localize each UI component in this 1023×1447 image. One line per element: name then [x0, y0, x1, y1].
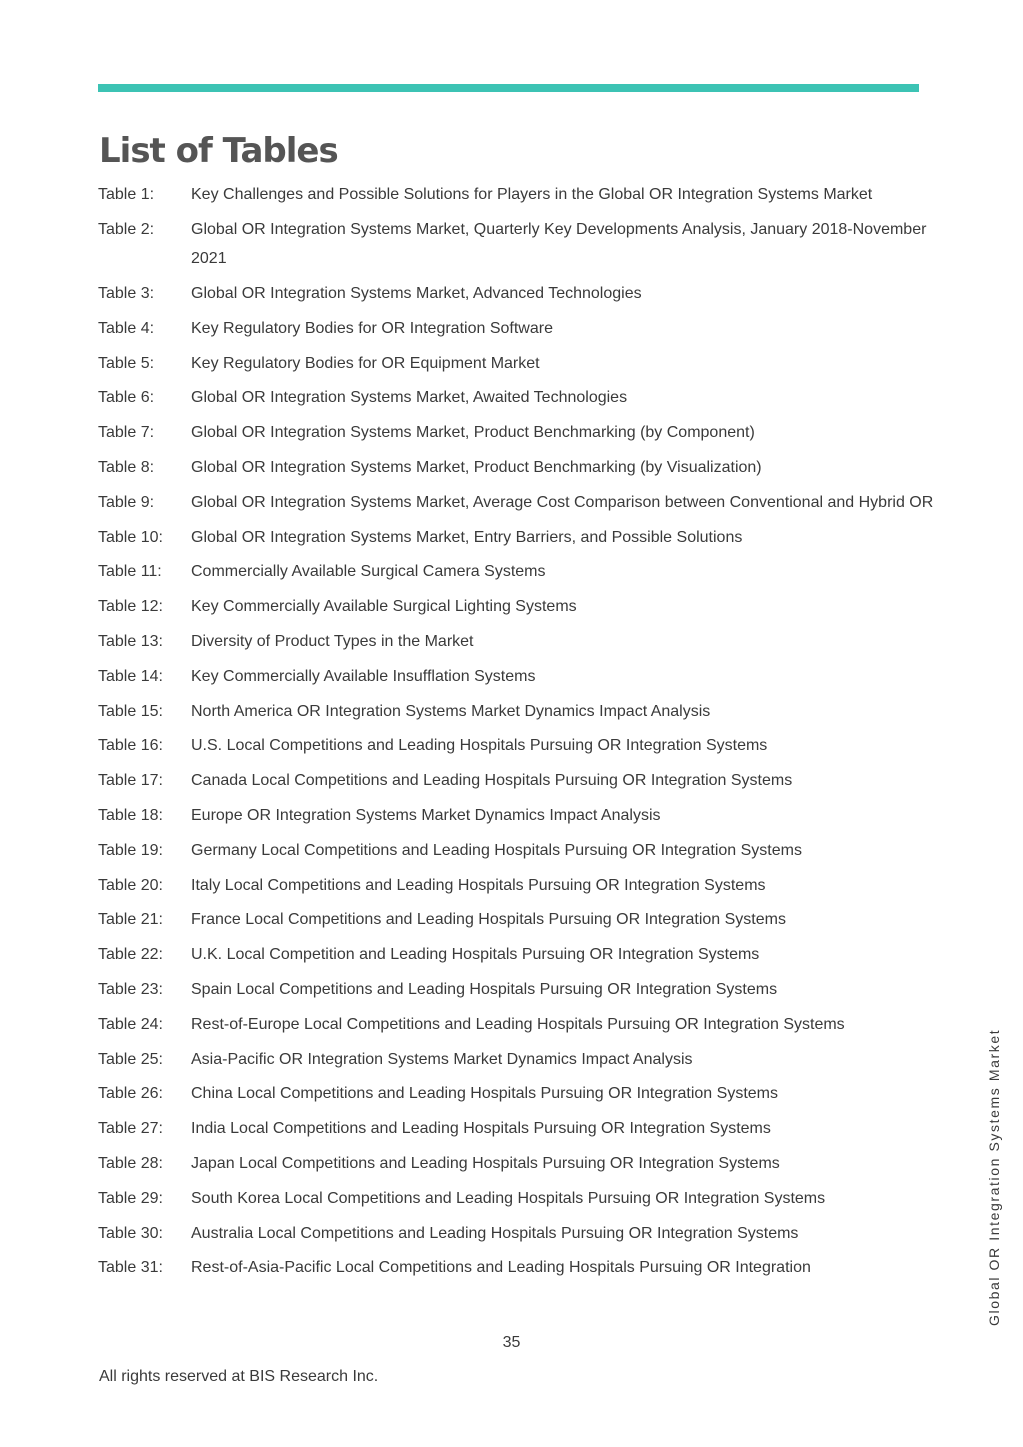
table-title: Key Challenges and Possible Solutions for Players in the Global OR Integration Systems Market [191, 186, 873, 203]
list-item[interactable] [98, 1079, 938, 1109]
table-title: Spain Local Competitions and Leading Hospitals Pursuing OR Integration Systems [191, 981, 778, 999]
table-title: Rest-of-Asia-Pacific Local Competitions and Leading Hospitals Pursuing OR Integration [191, 1259, 811, 1277]
table-number: Table 12: [98, 598, 163, 616]
list-item[interactable] [98, 1114, 938, 1144]
list-item[interactable] [98, 662, 938, 692]
table-number: Table 27: [98, 1120, 163, 1138]
list-item[interactable] [98, 488, 938, 518]
list-item[interactable] [98, 383, 938, 413]
header-accent-bar [98, 84, 919, 92]
table-number: Table 24: [98, 1015, 163, 1033]
table-number: Table 29: [98, 1189, 163, 1207]
table-title: Europe OR Integration Systems Market Dynamics Impact Analysis [191, 807, 661, 825]
table-number: Table 4: [98, 319, 155, 337]
table-number: Table 28: [98, 1155, 163, 1173]
table-title: India Local Competitions and Leading Hospitals Pursuing OR Integration Systems [191, 1120, 771, 1138]
table-number: Table 6: [98, 389, 155, 407]
table-title: Key Commercially Available Surgical Lighting Systems [191, 598, 577, 616]
table-title: China Local Competitions and Leading Hospitals Pursuing OR Integration Systems [191, 1085, 778, 1103]
table-title: North America OR Integration Systems Market Dynamics Impact Analysis [191, 702, 711, 720]
list-item[interactable] [98, 279, 938, 309]
table-title: Global OR Integration Systems Market, Product Benchmarking (by Component) [191, 424, 755, 442]
table-number: Table 3: [98, 285, 155, 303]
table-title: Global OR Integration Systems Market, Quarterly Key Developments Analysis, January 2018-November 2021 [191, 220, 927, 268]
table-title: Rest-of-Europe Local Competitions and Leading Hospitals Pursuing OR Integration Systems [191, 1015, 845, 1033]
list-item[interactable] [98, 180, 938, 210]
table-number: Table 15: [98, 702, 163, 720]
table-number: Table 17: [98, 772, 163, 790]
table-number: Table 22: [98, 946, 163, 964]
table-number: Table 14: [98, 667, 163, 685]
table-title: Germany Local Competitions and Leading Hospitals Pursuing OR Integration Systems [191, 841, 802, 859]
table-title: Key Regulatory Bodies for OR Integration Software [191, 319, 553, 337]
table-title: South Korea Local Competitions and Leading Hospitals Pursuing OR Integration Systems [191, 1189, 826, 1207]
table-title: Italy Local Competitions and Leading Hospitals Pursuing OR Integration Systems [191, 876, 766, 894]
table-number: Table 19: [98, 841, 163, 859]
list-item[interactable] [98, 1010, 938, 1040]
list-item[interactable] [98, 453, 938, 483]
list-item[interactable] [98, 1149, 938, 1179]
list-item[interactable] [98, 905, 938, 935]
table-title: Asia-Pacific OR Integration Systems Market Dynamics Impact Analysis [191, 1050, 693, 1068]
table-title: France Local Competitions and Leading Hospitals Pursuing OR Integration Systems [191, 911, 786, 929]
table-title: Global OR Integration Systems Market, Advanced Technologies [191, 285, 642, 303]
list-item[interactable] [98, 627, 938, 657]
list-item[interactable] [98, 314, 938, 344]
table-number: Table 1: [98, 186, 155, 203]
table-title: Diversity of Product Types in the Market [191, 633, 474, 651]
list-item[interactable] [98, 1045, 938, 1075]
table-number: Table 18: [98, 807, 163, 825]
list-item[interactable] [98, 801, 938, 831]
page-title: List of Tables [99, 131, 338, 171]
copyright-footer: All rights reserved at BIS Research Inc. [99, 1368, 379, 1385]
table-title: U.S. Local Competitions and Leading Hospitals Pursuing OR Integration Systems [191, 737, 768, 755]
report-side-label: Global OR Integration Systems Market [986, 1028, 1002, 1326]
table-number: Table 7: [98, 424, 155, 442]
table-title: Global OR Integration Systems Market, Awaited Technologies [191, 389, 628, 407]
table-number: Table 23: [98, 981, 163, 999]
page-number: 35 [502, 1334, 521, 1351]
table-title: U.K. Local Competition and Leading Hospitals Pursuing OR Integration Systems [191, 946, 760, 964]
table-number: Table 16: [98, 737, 163, 755]
list-item[interactable] [98, 1184, 938, 1214]
list-item[interactable] [98, 523, 938, 553]
table-list [98, 180, 938, 1288]
list-item[interactable] [98, 940, 938, 970]
table-number: Table 11: [98, 563, 162, 581]
table-title: Canada Local Competitions and Leading Hospitals Pursuing OR Integration Systems [191, 772, 793, 790]
list-item[interactable] [98, 418, 938, 448]
list-item[interactable] [98, 871, 938, 901]
table-title: Global OR Integration Systems Market, Average Cost Comparison between Conventional and Hybrid OR [191, 493, 934, 511]
table-number: Table 25: [98, 1050, 163, 1068]
table-number: Table 13: [98, 633, 163, 651]
table-number: Table 21: [98, 911, 163, 929]
list-item[interactable] [98, 1253, 938, 1283]
table-title: Commercially Available Surgical Camera Systems [191, 563, 546, 581]
table-number: Table 31: [98, 1259, 163, 1277]
table-title: Key Regulatory Bodies for OR Equipment Market [191, 354, 540, 372]
table-title: Global OR Integration Systems Market, Product Benchmarking (by Visualization) [191, 459, 762, 477]
list-item[interactable] [98, 836, 938, 866]
list-item[interactable] [98, 592, 938, 622]
table-number: Table 2: [98, 220, 155, 238]
table-title: Australia Local Competitions and Leading Hospitals Pursuing OR Integration Systems [191, 1224, 799, 1242]
list-item[interactable] [98, 697, 938, 727]
table-number: Table 8: [98, 459, 155, 477]
table-title: Japan Local Competitions and Leading Hospitals Pursuing OR Integration Systems [191, 1155, 780, 1173]
list-item[interactable] [98, 215, 938, 274]
table-number: Table 30: [98, 1224, 163, 1242]
table-number: Table 20: [98, 876, 163, 894]
list-item[interactable] [98, 766, 938, 796]
table-number: Table 26: [98, 1085, 163, 1103]
list-item[interactable] [98, 349, 938, 379]
table-title: Key Commercially Available Insufflation Systems [191, 667, 536, 685]
list-item[interactable] [98, 1219, 938, 1249]
table-number: Table 10: [98, 528, 163, 546]
list-item[interactable] [98, 731, 938, 761]
list-item[interactable] [98, 557, 938, 587]
table-title: Global OR Integration Systems Market, Entry Barriers, and Possible Solutions [191, 528, 743, 546]
table-number: Table 9: [98, 493, 155, 511]
list-item[interactable] [98, 975, 938, 1005]
table-number: Table 5: [98, 354, 155, 372]
